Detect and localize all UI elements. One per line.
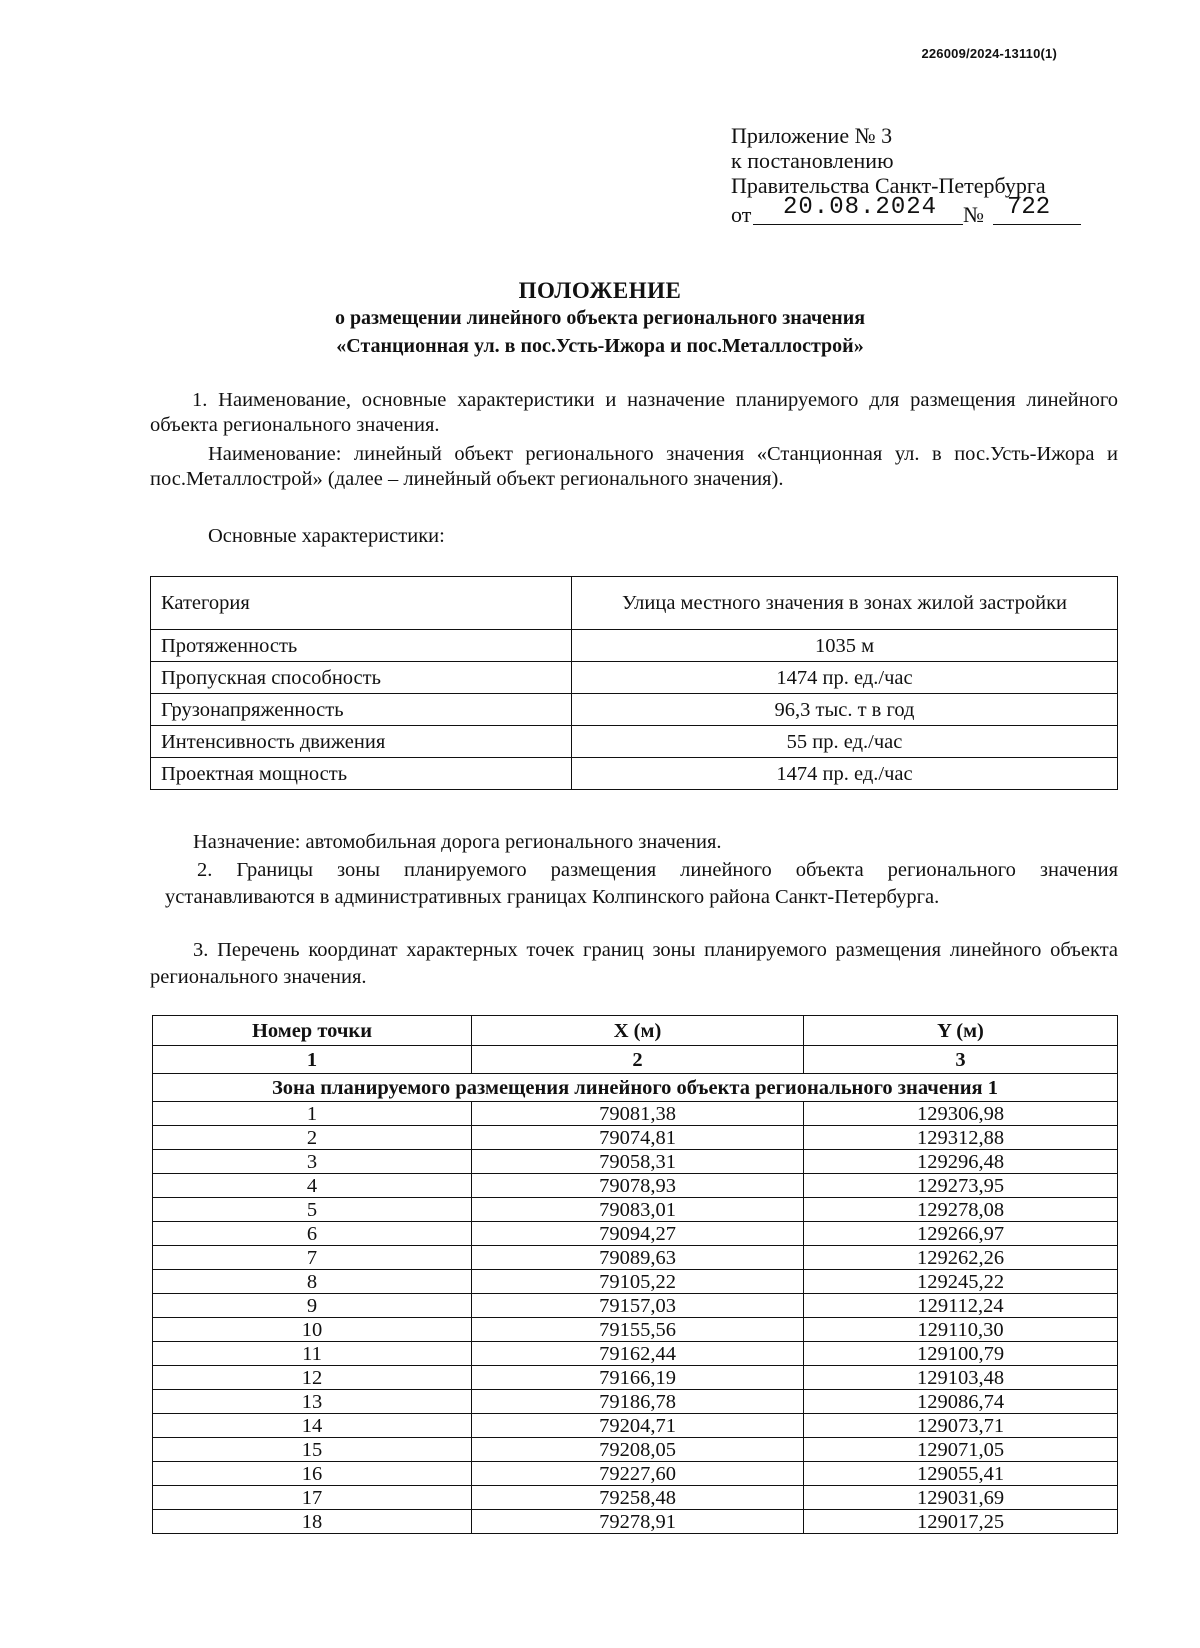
section-3-text: 3. Перечень координат характерных точек границ зоны планируемого размещения линейного объекта регионального значения. [150, 939, 1118, 988]
x-coordinate: 79078,93 [472, 1174, 804, 1198]
coordinate-row [153, 1126, 1118, 1150]
y-coordinate: 129245,22 [804, 1270, 1118, 1294]
y-coordinate: 129103,48 [804, 1366, 1118, 1390]
decree-number: 722 [1007, 194, 1051, 221]
x-coordinate: 79089,63 [472, 1246, 804, 1270]
section-1-heading: 1. Наименование, основные характеристики и назначение планируемого для размещения линейного объекта регионального значения. [150, 389, 1118, 436]
coordinate-row [153, 1174, 1118, 1198]
characteristic-key: Категория [151, 577, 572, 630]
point-number: 14 [153, 1414, 472, 1438]
coordinates-table [152, 1015, 1118, 1534]
y-coordinate: 129273,95 [804, 1174, 1118, 1198]
header-y: Y (м) [804, 1016, 1118, 1046]
x-coordinate: 79186,78 [472, 1390, 804, 1414]
point-number: 2 [153, 1126, 472, 1150]
coordinate-row [153, 1510, 1118, 1534]
coordinate-row [153, 1294, 1118, 1318]
point-number: 7 [153, 1246, 472, 1270]
characteristics-row [151, 662, 1118, 694]
x-coordinate: 79227,60 [472, 1462, 804, 1486]
annex-line-2: к постановлению [731, 148, 894, 173]
x-coordinate: 79155,56 [472, 1318, 804, 1342]
x-coordinate: 79058,31 [472, 1150, 804, 1174]
y-coordinate: 129262,26 [804, 1246, 1118, 1270]
characteristics-row [151, 630, 1118, 662]
characteristics-row [151, 726, 1118, 758]
characteristic-key: Грузонапряженность [151, 694, 572, 726]
characteristics-label: Основные характеристики: [208, 525, 445, 547]
point-number: 17 [153, 1486, 472, 1510]
characteristics-row [151, 577, 1118, 630]
x-coordinate: 79162,44 [472, 1342, 804, 1366]
zone-title: Зона планируемого размещения линейного объекта регионального значения 1 [153, 1074, 1118, 1102]
purpose-text: Назначение: автомобильная дорога регионального значения. [193, 831, 722, 853]
y-coordinate: 129306,98 [804, 1102, 1118, 1126]
characteristic-value: Улица местного значения в зонах жилой застройки [572, 577, 1118, 630]
characteristic-key: Интенсивность движения [151, 726, 572, 758]
date-underline [753, 224, 963, 225]
title-line-2: о размещении линейного объекта регионального значения [334, 307, 866, 329]
characteristic-key: Протяженность [151, 630, 572, 662]
coordinate-row [153, 1222, 1118, 1246]
y-coordinate: 129110,30 [804, 1318, 1118, 1342]
section-1-name: Наименование: линейный объект регионального значения «Станционная ул. в пос.Усть-Ижора и пос.Металлострой» (далее – линейный объект регионального значения). [150, 443, 1118, 490]
y-coordinate: 129086,74 [804, 1390, 1118, 1414]
point-number: 10 [153, 1318, 472, 1342]
point-number: 11 [153, 1342, 472, 1366]
coordinate-row [153, 1342, 1118, 1366]
x-coordinate: 79083,01 [472, 1198, 804, 1222]
x-coordinate: 79166,19 [472, 1366, 804, 1390]
point-number: 1 [153, 1102, 472, 1126]
y-coordinate: 129055,41 [804, 1462, 1118, 1486]
point-number: 18 [153, 1510, 472, 1534]
point-number: 6 [153, 1222, 472, 1246]
x-coordinate: 79157,03 [472, 1294, 804, 1318]
point-number: 15 [153, 1438, 472, 1462]
characteristic-value: 55 пр. ед./час [572, 726, 1118, 758]
x-coordinate: 79074,81 [472, 1126, 804, 1150]
y-coordinate: 129312,88 [804, 1126, 1118, 1150]
coords-header-row [153, 1016, 1118, 1046]
decree-date: 20.08.2024 [783, 194, 938, 221]
coordinate-row [153, 1198, 1118, 1222]
title-line-3: «Станционная ул. в пос.Усть-Ижора и пос.Металлострой» [336, 335, 864, 357]
coordinate-row [153, 1414, 1118, 1438]
coordinate-row [153, 1390, 1118, 1414]
characteristic-key: Проектная мощность [151, 758, 572, 790]
y-coordinate: 129017,25 [804, 1510, 1118, 1534]
x-coordinate: 79208,05 [472, 1438, 804, 1462]
point-number: 16 [153, 1462, 472, 1486]
x-coordinate: 79278,91 [472, 1510, 804, 1534]
x-coordinate: 79094,27 [472, 1222, 804, 1246]
y-coordinate: 129071,05 [804, 1438, 1118, 1462]
coordinate-row [153, 1246, 1118, 1270]
x-coordinate: 79081,38 [472, 1102, 804, 1126]
characteristic-value: 1474 пр. ед./час [572, 758, 1118, 790]
characteristic-key: Пропускная способность [151, 662, 572, 694]
header-point-number: Номер точки [153, 1016, 472, 1046]
coordinate-row [153, 1318, 1118, 1342]
coordinate-row [153, 1270, 1118, 1294]
column-number: 2 [472, 1046, 804, 1074]
y-coordinate: 129073,71 [804, 1414, 1118, 1438]
document-title: ПОЛОЖЕНИЕ [518, 278, 682, 303]
x-coordinate: 79105,22 [472, 1270, 804, 1294]
x-coordinate: 79258,48 [472, 1486, 804, 1510]
point-number: 4 [153, 1174, 472, 1198]
characteristics-row [151, 758, 1118, 790]
annex-line-1: Приложение № 3 [731, 123, 893, 148]
y-coordinate: 129296,48 [804, 1150, 1118, 1174]
y-coordinate: 129266,97 [804, 1222, 1118, 1246]
document-id: 226009/2024-13110(1) [921, 46, 1057, 61]
characteristic-value: 96,3 тыс. т в год [572, 694, 1118, 726]
characteristics-row [151, 694, 1118, 726]
coordinate-row [153, 1366, 1118, 1390]
from-label: от [731, 202, 752, 227]
column-number: 3 [804, 1046, 1118, 1074]
coordinate-row [153, 1486, 1118, 1510]
coords-column-number-row [153, 1046, 1118, 1074]
point-number: 12 [153, 1366, 472, 1390]
annex-line-3: Правительства Санкт-Петербурга [731, 173, 1046, 198]
point-number: 3 [153, 1150, 472, 1174]
coordinate-row [153, 1462, 1118, 1486]
point-number: 13 [153, 1390, 472, 1414]
number-label: № [963, 202, 984, 227]
y-coordinate: 129031,69 [804, 1486, 1118, 1510]
number-underline [993, 224, 1081, 225]
point-number: 9 [153, 1294, 472, 1318]
x-coordinate: 79204,71 [472, 1414, 804, 1438]
section-2-text: 2. Границы зоны планируемого размещения линейного объекта регионального значения устанавливаются в административных границах Колпинского района Санкт-Петербурга. [165, 859, 1118, 908]
point-number: 5 [153, 1198, 472, 1222]
point-number: 8 [153, 1270, 472, 1294]
coordinate-row [153, 1438, 1118, 1462]
coordinate-row [153, 1102, 1118, 1126]
column-number: 1 [153, 1046, 472, 1074]
y-coordinate: 129100,79 [804, 1342, 1118, 1366]
y-coordinate: 129278,08 [804, 1198, 1118, 1222]
y-coordinate: 129112,24 [804, 1294, 1118, 1318]
annex-block [731, 123, 1051, 227]
zone-title-row [153, 1074, 1118, 1102]
annex-date-line [731, 194, 1051, 227]
coordinate-row [153, 1150, 1118, 1174]
characteristic-value: 1474 пр. ед./час [572, 662, 1118, 694]
header-x: X (м) [472, 1016, 804, 1046]
characteristic-value: 1035 м [572, 630, 1118, 662]
characteristics-table [150, 576, 1118, 790]
